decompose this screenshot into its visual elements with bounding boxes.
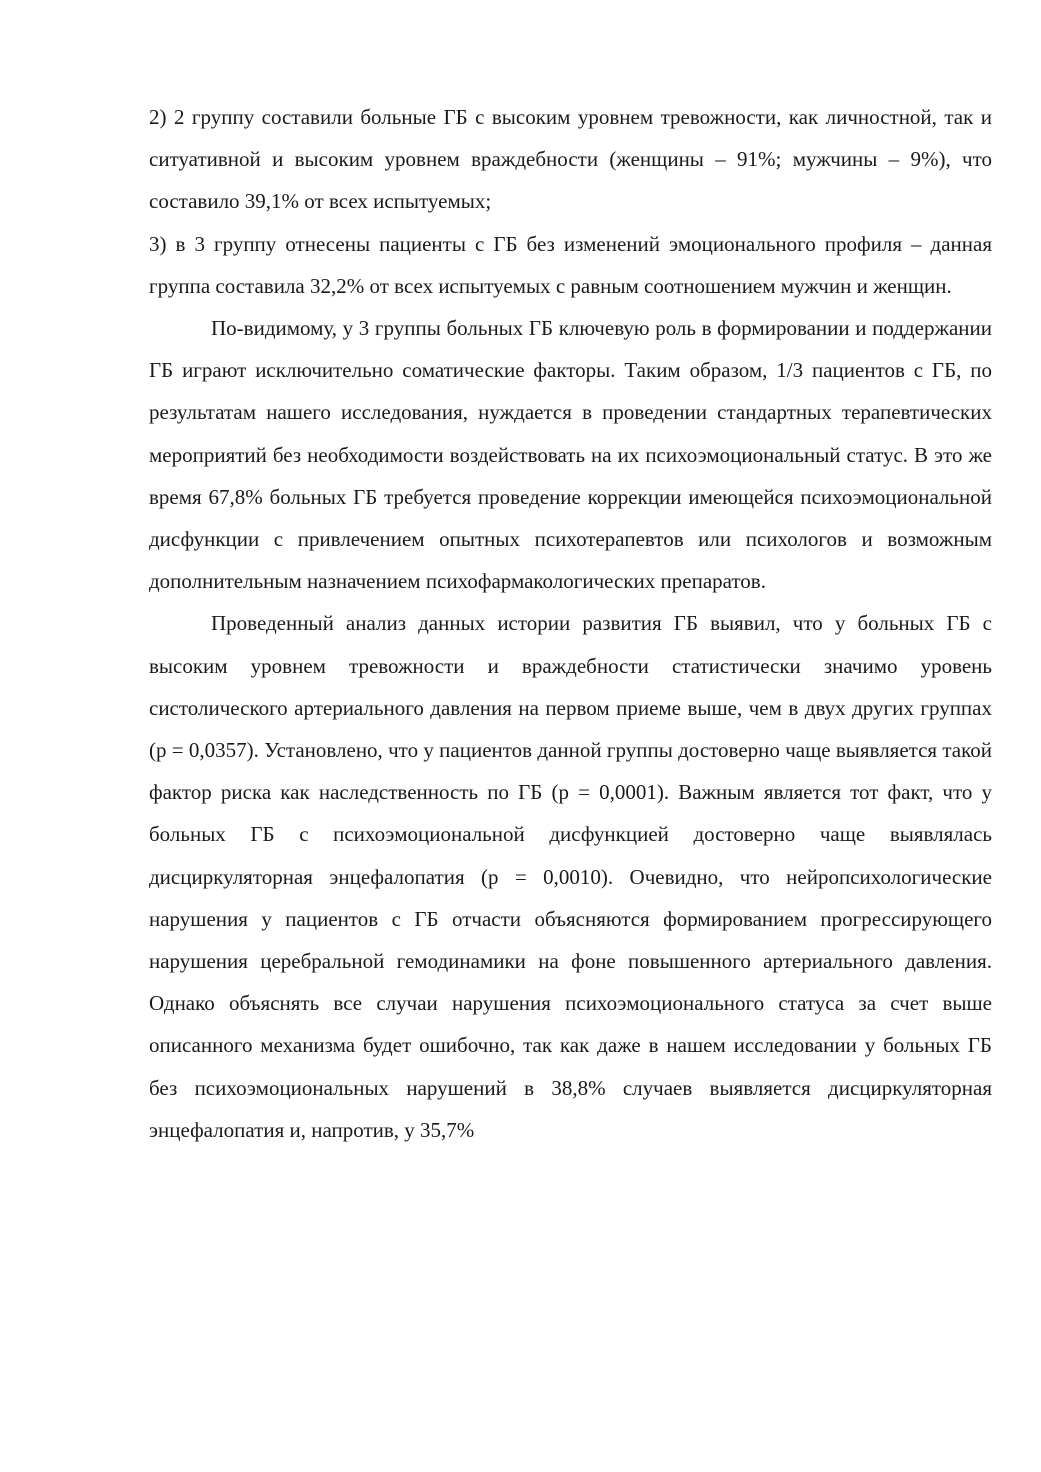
paragraph-somatic-factors: По-видимому, у 3 группы больных ГБ ключевую роль в формировании и поддержании ГБ играют исключительно соматические факторы. Таким образом, 1/3 пациентов с ГБ, по результатам нашего исследования, нуждается в проведении стандартных терапевтических мероприятий без необходимости воздействовать на их психоэмоциональный статус. В это же время 67,8% больных ГБ требуется проведение коррекции имеющейся психоэмоциональной дисфункции с привлечением опытных психотерапевтов или психологов и возможным дополнительным назначением психофармакологических препаратов. bbox=[149, 316, 992, 594]
list-item-group-2: 2) 2 группу составили больные ГБ с высоким уровнем тревожности, как личностной, так и ситуативной и высоким уровнем враждебности (женщины – 91%; мужчины – 9%), что составило 39,1% от всех испытуемых; bbox=[149, 105, 992, 214]
list-item-group-3: 3) в 3 группу отнесены пациенты с ГБ без изменений эмоционального профиля – данная группа составила 32,2% от всех испытуемых с равным соотношением мужчин и женщин. bbox=[149, 231, 992, 298]
document-body bbox=[149, 96, 992, 1151]
paragraph-analysis: Проведенный анализ данных истории развития ГБ выявил, что у больных ГБ с высоким уровнем тревожности и враждебности статистически значимо уровень систолического артериального давления на первом приеме выше, чем в двух других группах (p = 0,0357). Установлено, что у пациентов данной группы достоверно чаще выявляется такой фактор риска как наследственность по ГБ (p = 0,0001). Важным является тот факт, что у больных ГБ с психоэмоциональной дисфункцией достоверно чаще выявлялась дисциркуляторная энцефалопатия (p = 0,0010). Очевидно, что нейропсихологические нарушения у пациентов с ГБ отчасти объясняются формированием прогрессирующего нарушения церебральной гемодинамики на фоне повышенного артериального давления. Однако объяснять все случаи нарушения психоэмоционального статуса за счет выше описанного механизма будет ошибочно, так как даже в нашем исследовании у больных ГБ без психоэмоциональных нарушений в 38,8% случаев выявляется дисциркуляторная энцефалопатия и, напротив, у 35,7% bbox=[149, 611, 992, 1142]
